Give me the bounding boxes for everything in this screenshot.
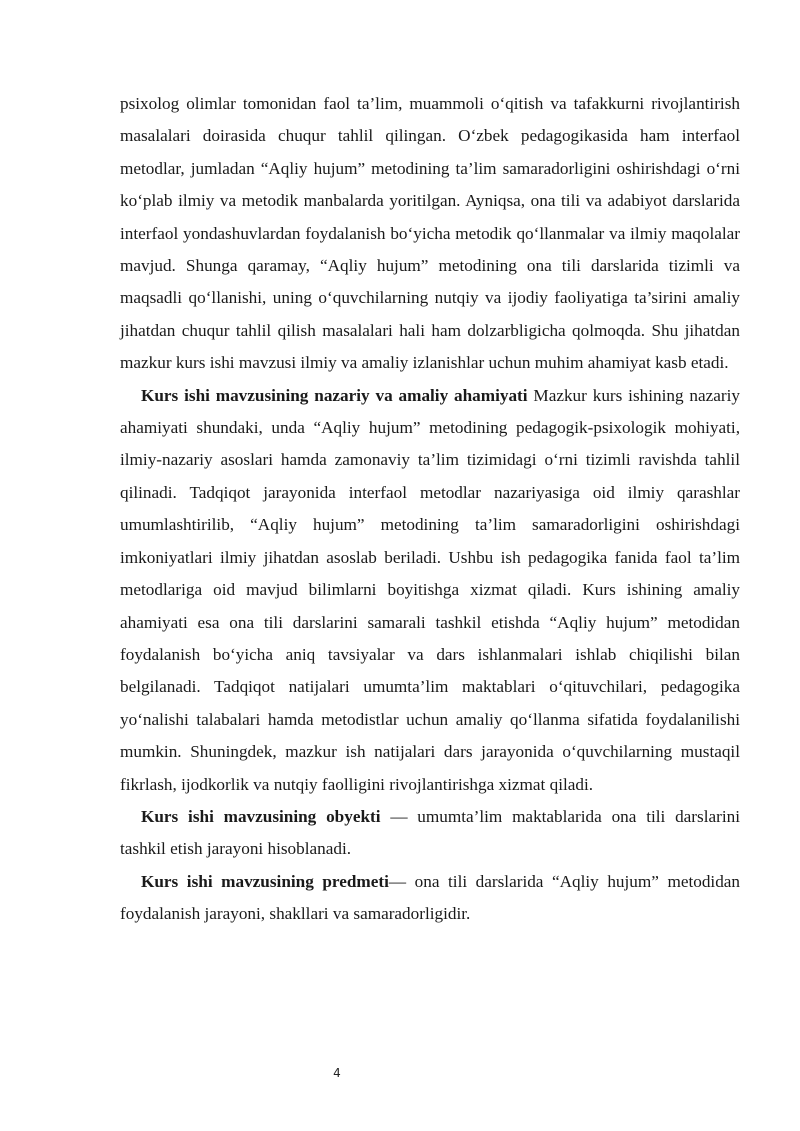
- paragraph-heading: Kurs ishi mavzusining obyekti: [141, 806, 381, 826]
- paragraph-significance: [120, 380, 740, 801]
- paragraph-text: — umumta’lim maktablarida ona tili darslarini tashkil etish jarayoni hisoblanadi.: [120, 806, 740, 859]
- paragraph-literature-review: [120, 88, 740, 380]
- paragraph-subject: [120, 866, 740, 931]
- body-text: [120, 88, 740, 931]
- paragraph-heading: Kurs ishi mavzusining predmeti: [141, 871, 389, 891]
- paragraph-object: [120, 801, 740, 866]
- paragraph-text: Mazkur kurs ishining nazariy ahamiyati shundaki, unda “Aqliy hujum” metodining pedagogik-psixologik mohiyati, ilmiy-nazariy asoslari hamda zamonaviy ta’lim tizimidagi o‘rni tizimli ravishda tahlil qilinadi. Tadqiqot jarayonida interfaol metodlar nazariyasiga oid ilmiy qarashlar umumlashtirilib, “Aqliy hujum” metodining ta’lim samaradorligini oshirishdagi imkoniyatlari ilmiy jihatdan asoslab beriladi. Ushbu ish pedagogika fanida faol ta’lim metodlariga oid mavjud bilimlarni boyitishga xizmat qiladi. Kurs ishining amaliy ahamiyati esa ona tili darslarini samarali tashkil etishda “Aqliy hujum” metodidan foydalanish bo‘yicha aniq tavsiyalar va dars ishlanmalari ishlab chiqilishi bilan belgilanadi. Tadqiqot natijalari umumta’lim maktablari o‘qituvchilari, pedagogika yo‘nalishi talabalari hamda metodistlar uchun amaliy qo‘llanma sifatida foydalanilishi mumkin. Shuningdek, mazkur ish natijalari dars jarayonida o‘quvchilarning mustaqil fikrlash, ijodkorlik va nutqiy faolligini rivojlantirishga xizmat qiladi.: [120, 385, 740, 794]
- paragraph-text: — ona tili darslarida “Aqliy hujum” metodidan foydalanish jarayoni, shakllari va samaradorligidir.: [120, 871, 741, 924]
- paragraph-text: psixolog olimlar tomonidan faol ta’lim, muammoli o‘qitish va tafakkurni rivojlantirish masalalari doirasida chuqur tahlil qilingan. O‘zbek pedagogikasida ham interfaol metodlar, jumladan “Aqliy hujum” metodining ta’lim samaradorligini oshirishdagi o‘rni ko‘plab ilmiy va metodik manbalarda yoritilgan. Ayniqsa, ona tili va adabiyot darslarida interfaol yondashuvlardan foydalanish bo‘yicha metodik qo‘llanmalar va ilmiy maqolalar mavjud. Shunga qaramay, “Aqliy hujum” metodining ona tili darslarida tizimli va maqsadli qo‘llanishi, uning o‘quvchilarning nutqiy va ijodiy faoliyatiga ta’sirini amaliy jihatdan chuqur tahlil qilish masalalari hali ham dolzarbligicha qolmoqda. Shu jihatdan mazkur kurs ishi mavzusi ilmiy va amaliy izlanishlar uchun muhim ahamiyat kasb etadi.: [120, 94, 740, 373]
- paragraph-heading: Kurs ishi mavzusining nazariy va amaliy ahamiyati: [141, 385, 528, 405]
- page-number: 4: [333, 1066, 341, 1080]
